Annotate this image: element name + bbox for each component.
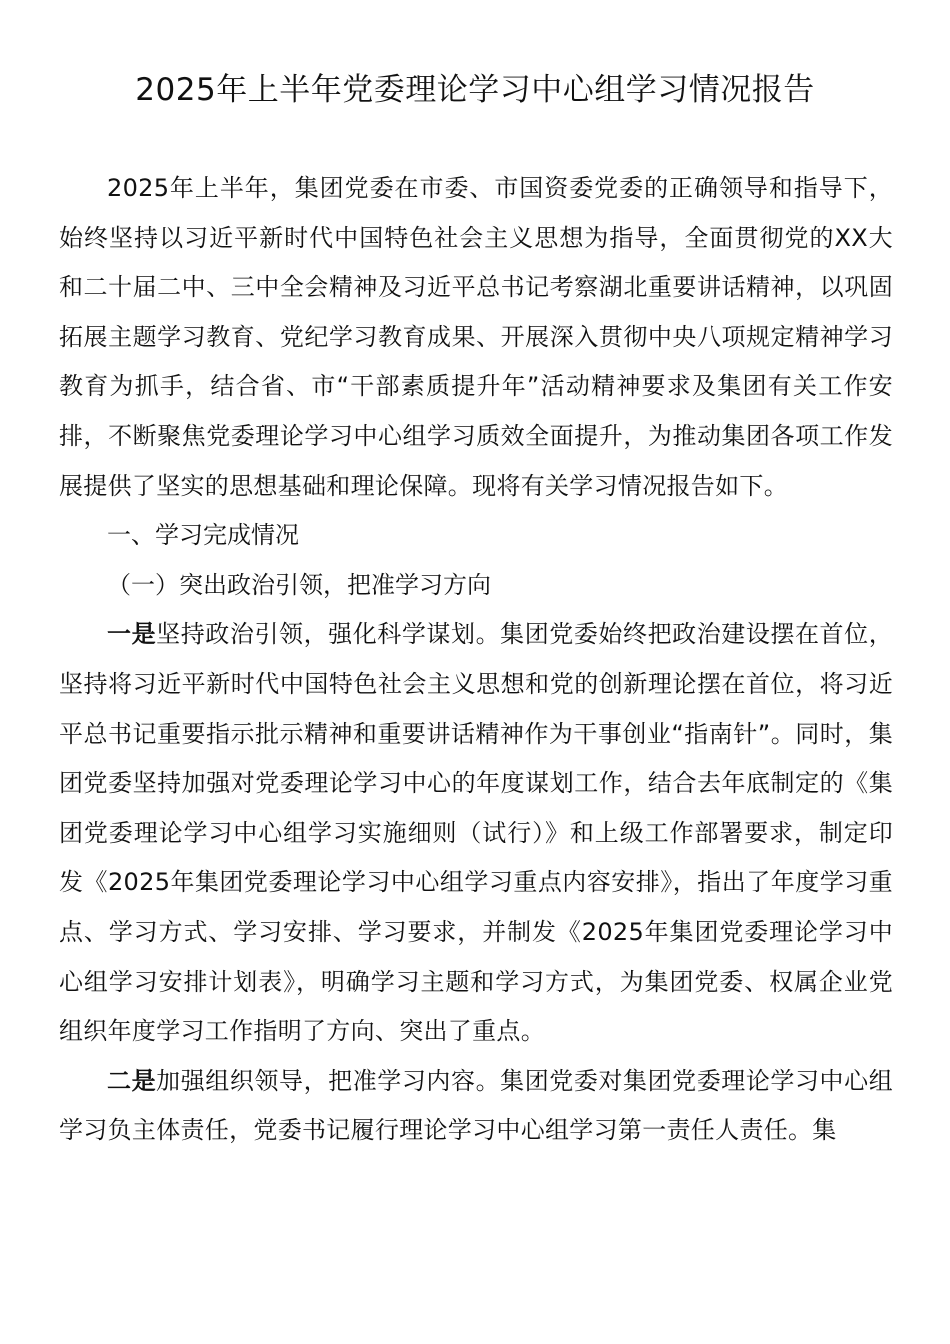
item-text-1: 坚持政治引领，强化科学谋划。集团党委始终把政治建设摆在首位，坚持将习近平新时代中国特色社会主义思想和党的创新理论摆在首位，将习近平总书记重要指示批示精神和重要讲话精神作为干事创业“指南针”。同时，集团党委坚持加强对党委理论学习中心的年度谋划工作，结合去年底制定的《集团党委理论学习中心组学习实施细则（试行）》和上级工作部署要求，制定印发《2025年集团党委理论学习中心组学习重点内容安排》，指出了年度学习重点、学习方式、学习安排、学习要求，并制发《2025年集团党委理论学习中心组学习安排计划表》，明确学习主题和学习方式，为集团党委、权属企业党组织年度学习工作指明了方向、突出了重点。 — [59, 620, 894, 1046]
document-title: 2025年上半年党委理论学习中心组学习情况报告 — [135, 72, 815, 108]
item-paragraph-1 — [59, 610, 893, 1056]
item-lead-2: 二是 — [107, 1066, 157, 1095]
item-text-2: 加强组织领导，把准学习内容。集团党委对集团党委理论学习中心组学习负主体责任，党委书记履行理论学习中心组学习第一责任人责任。集 — [59, 1066, 894, 1145]
subsection-heading: （一）突出政治引领，把准学习方向 — [107, 570, 491, 599]
document-body — [59, 164, 893, 1156]
item-paragraph-2 — [59, 1057, 893, 1156]
intro-paragraph: 2025年上半年，集团党委在市委、市国资委党委的正确领导和指导下，始终坚持以习近平新时代中国特色社会主义思想为指导，全面贯彻党的XX大和二十届二中、三中全会精神及习近平总书记考察湖北重要讲话精神，以巩固拓展主题学习教育、党纪学习教育成果、开展深入贯彻中央八项规定精神学习教育为抓手，结合省、市“干部素质提升年”活动精神要求及集团有关工作安排，不断聚焦党委理论学习中心组学习质效全面提升，为推动集团各项工作发展提供了坚实的思想基础和理论保障。现将有关学习情况报告如下。 — [59, 174, 893, 500]
section-heading: 一、学习完成情况 — [107, 521, 299, 550]
item-lead-1: 一是 — [107, 620, 157, 649]
